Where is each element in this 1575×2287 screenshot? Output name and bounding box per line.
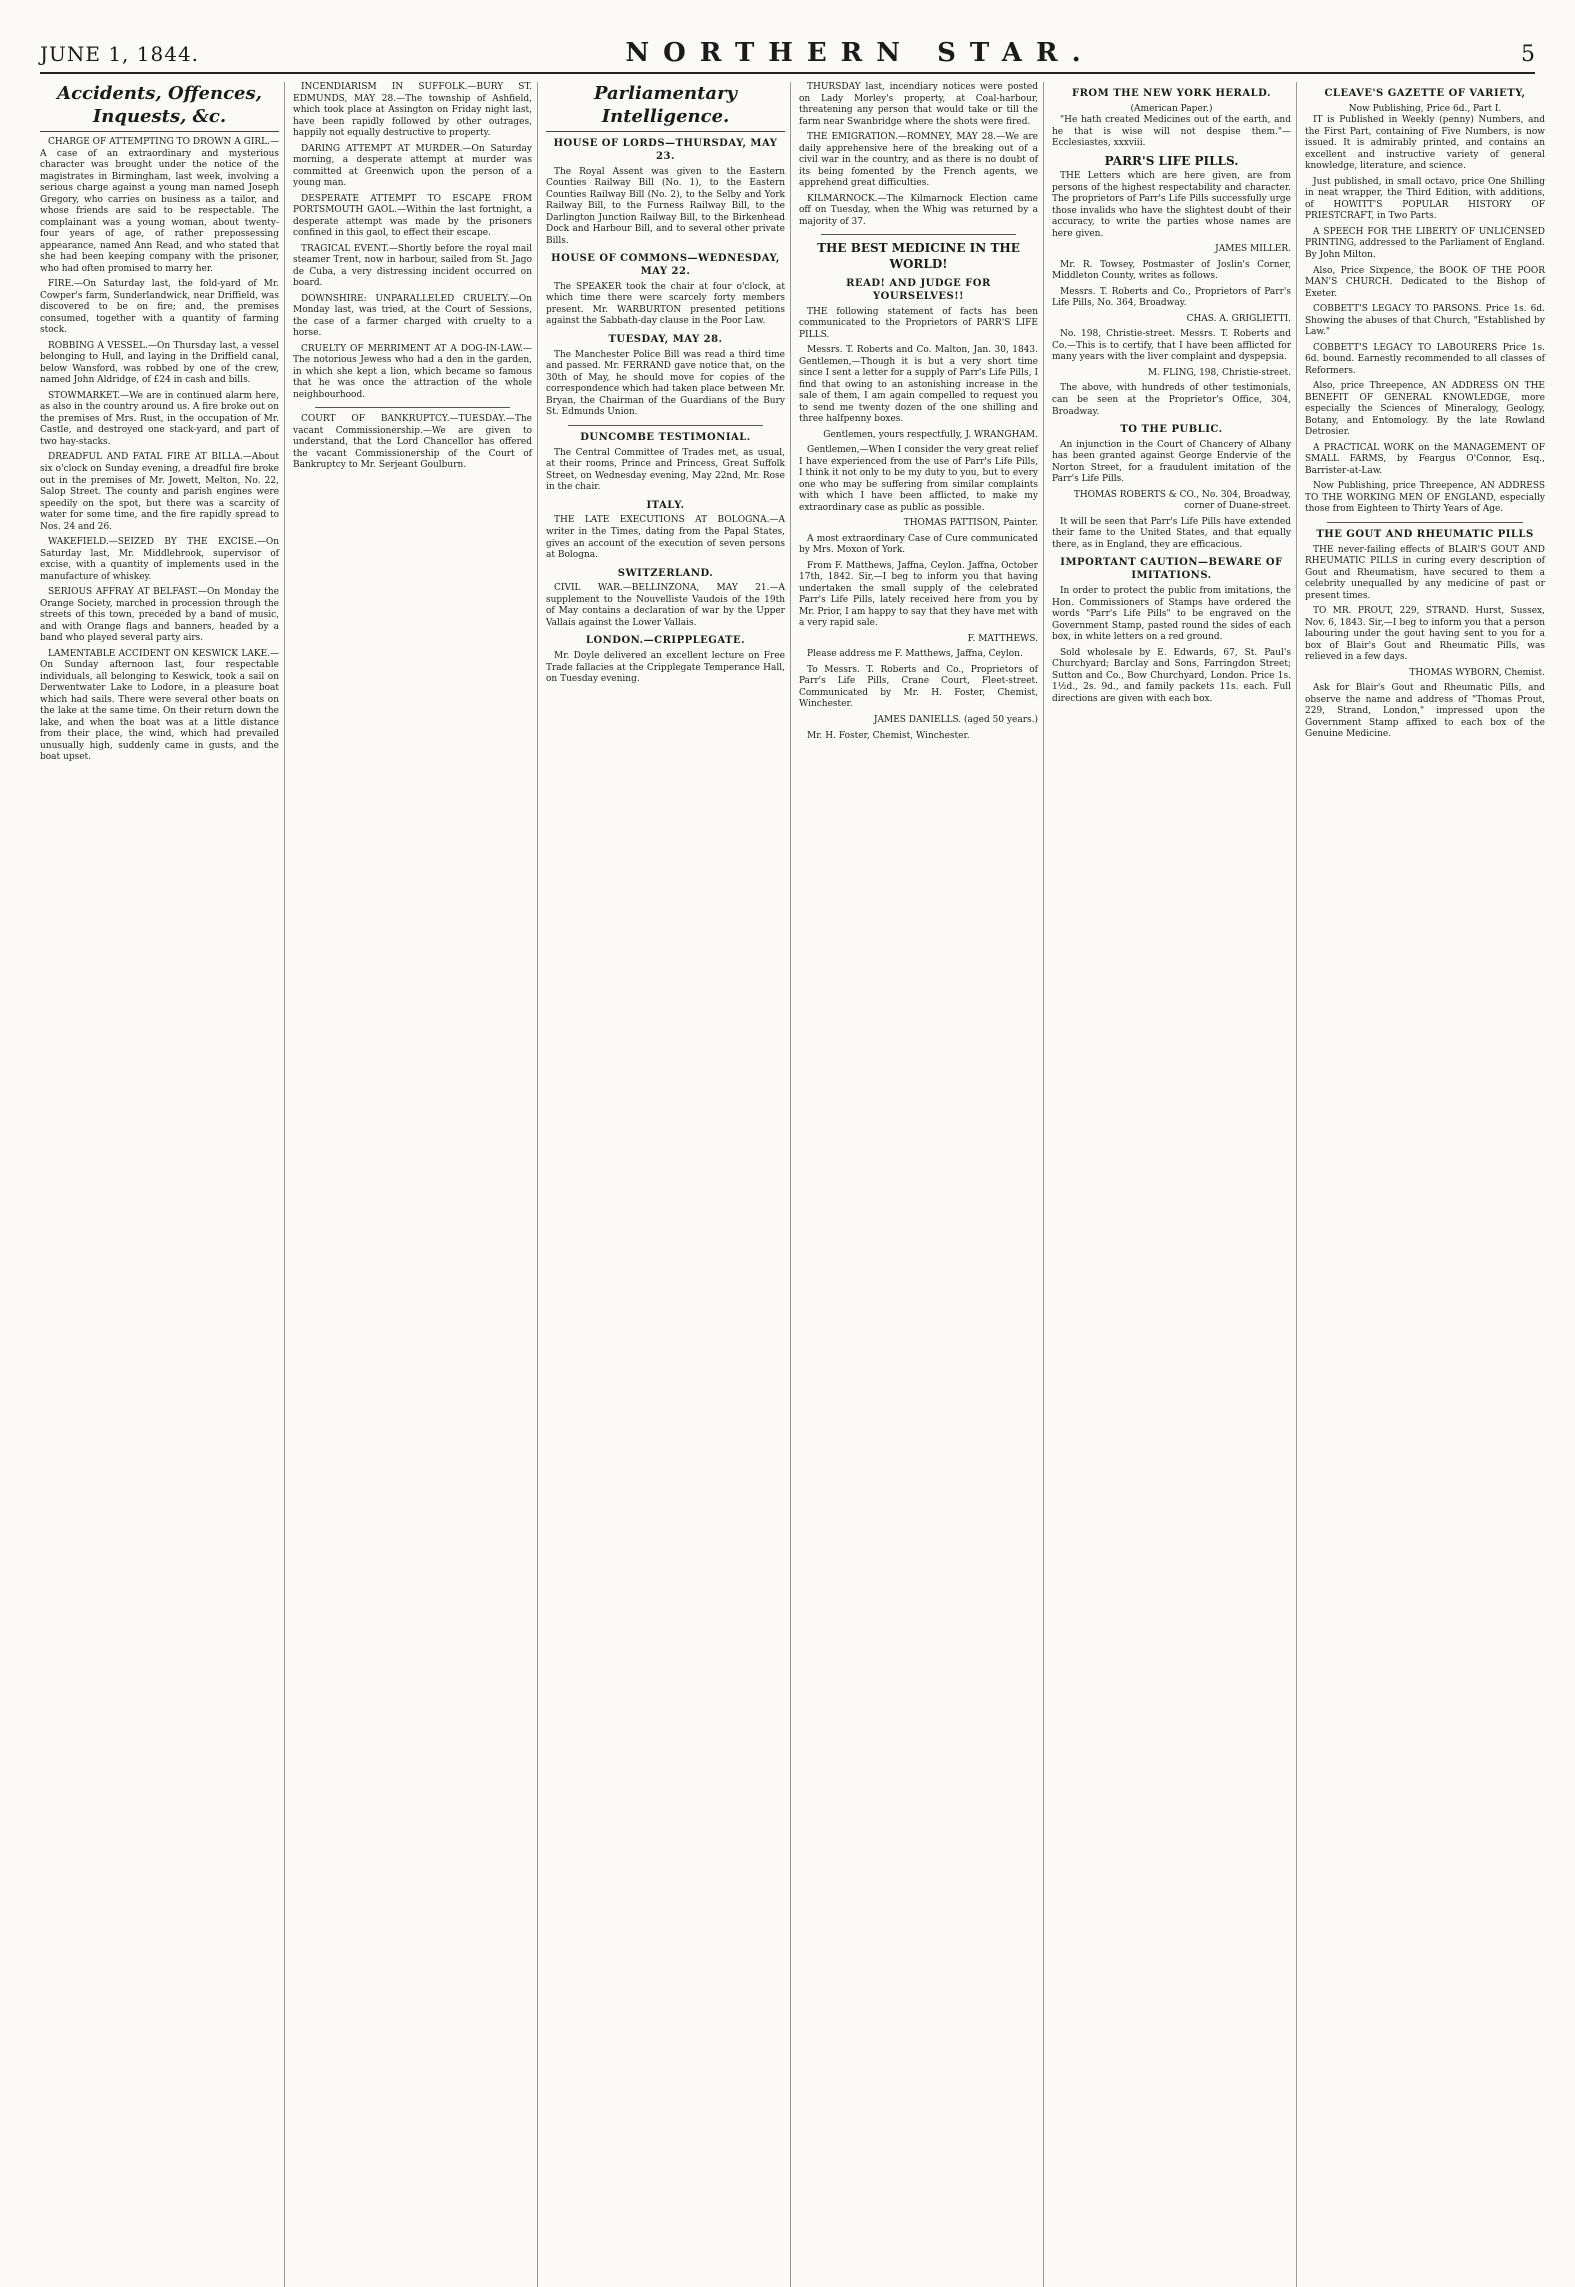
advert-heading: FROM THE NEW YORK HERALD. <box>1072 88 1271 99</box>
advert-subheading: READ! AND JUDGE FOR YOURSELVES!! <box>846 277 991 302</box>
subheading: HOUSE OF LORDS—THURSDAY, MAY 23. <box>553 138 778 162</box>
advert-title: PARR'S LIFE PILLS. <box>1104 153 1239 168</box>
column-2 <box>293 82 538 2287</box>
advert-text: Gentlemen,—When I consider the very great relief I have experienced from the use of Parr's Life Pills, I think it not only to be my duty to you, but to every one who may be suffering from similar complaints with which I have been afflicted, to make my extraordinary case as public as possible. <box>799 445 1038 513</box>
advert-subheading: (American Paper.) <box>1130 103 1213 114</box>
subheading: ITALY. <box>646 499 685 511</box>
signature: F. MATTHEWS. <box>967 633 1038 644</box>
article: SERIOUS AFFRAY AT BELFAST.—On Monday the Orange Society, marched in procession through the streets of this town, preceded by a band of music, and with Orange flags and banners, headed by a band who played several party airs. <box>40 587 279 644</box>
article: FIRE.—On Saturday last, the fold-yard of Mr. Cowper's farm, Sunderlandwick, near Driffield, was discovered to be on fire; and, the premises consumed, together with a quantity of farming stock. <box>40 279 279 336</box>
advert-text: Also, Price Sixpence, the BOOK OF THE POOR MAN'S CHURCH. Dedicated to the Bishop of Exeter. <box>1305 265 1545 299</box>
advert-text: Mr. R. Towsey, Postmaster of Joslin's Corner, Middleton County, writes as follows. <box>1052 259 1291 282</box>
signature: CHAS. A. GRIGLIETTI. <box>1186 313 1291 324</box>
issue-date: JUNE 1, 1844. <box>40 42 200 66</box>
article: THE LATE EXECUTIONS AT BOLOGNA.—A writer in the Times, dating from the Papal States, gives an account of the execution of seven persons at Bologna. <box>546 515 785 561</box>
subheading: TO THE PUBLIC. <box>1120 424 1223 436</box>
section-heading-accidents: Accidents, Offences, Inquests, &c. <box>40 82 279 132</box>
subheading: LONDON.—CRIPPLEGATE. <box>585 635 746 647</box>
advert-heading: THE BEST MEDICINE IN THE WORLD! <box>817 241 1020 271</box>
advert-text: THE Letters which are here given, are from persons of the highest respectability and character. The proprietors of Parr's Life Pills successfully urge those invalids who have the slightest doubt of their accuracy, to write the parties whose names are here given. <box>1052 171 1291 239</box>
advert-text: Ask for Blair's Gout and Rheumatic Pills, and observe the name and address of "Thomas Prout, 229, Strand, London," impressed upon the Government Stamp affixed to each box of the Genuine Medicine. <box>1305 683 1545 740</box>
advert-text: Messrs. T. Roberts and Co. Malton, Jan. 30, 1843. Gentlemen,—Though it is but a very short time since I sent a letter for a supply of Parr's Life Pills, I find that owing to an astonishing increase in the sale of them, I am again compelled to request you to send me twenty dozen of the one shilling and three halfpenny boxes. <box>799 345 1038 425</box>
advert-text: Please address me F. Matthews, Jaffna, Ceylon. <box>807 649 1023 660</box>
advert-text: An injunction in the Court of Chancery of Albany has been granted against George Endervie of the Norton Street, for a fraudulent imitation of the Parr's Life Pills. <box>1052 439 1291 485</box>
article: TRAGICAL EVENT.—Shortly before the royal mail steamer Trent, now in harbour, sailed from St. Jago de Cuba, a very distressing incident occurred on board. <box>293 243 532 289</box>
article: The Royal Assent was given to the Eastern Counties Railway Bill (No. 1), to the Eastern Counties Railway Bill (No. 2), to the Selby and York Railway Bill, to the Furness Railway Bill, to the Darlington Junction Railway Bill, to the Birkenhead Dock and Harbour Bill, and to several other private Bills. <box>546 166 785 246</box>
advert-text: A PRACTICAL WORK on the MANAGEMENT OF SMALL FARMS, by Feargus O'Connor, Esq., Barrister-at-Law. <box>1305 442 1545 476</box>
columns <box>40 82 1545 2287</box>
article: The SPEAKER took the chair at four o'clock, at which time there were scarcely forty members present. Mr. WARBURTON presented petitions against the Sabbath-day clause in the Poor Law. <box>546 281 785 327</box>
article: STOWMARKET.—We are in continued alarm here, as also in the country around us. A fire broke out on the premises of Mrs. Rust, in the occupation of Mr. Castle, and destroyed one stack-yard, and part of two hay-stacks. <box>40 390 279 447</box>
signature: THOMAS WYBORN, Chemist. <box>1409 667 1545 678</box>
advert-text: A SPEECH FOR THE LIBERTY OF UNLICENSED PRINTING, addressed to the Parliament of England. By John Milton. <box>1305 226 1545 260</box>
signature: M. FLING, 198, Christie-street. <box>1147 367 1291 378</box>
advert-text: COBBETT'S LEGACY TO PARSONS. Price 1s. 6d. Showing the abuses of that Church, "Established by Law." <box>1305 304 1545 338</box>
article: THURSDAY last, incendiary notices were posted on Lady Morley's property, at Coal-harbour, threatening any person that would take or till the farm near Swanbridge where the shots were fired. <box>799 82 1038 127</box>
column-1 <box>40 82 285 2287</box>
advert-text: In order to protect the public from imitations, the Hon. Commissioners of Stamps have ordered the words "Parr's Life Pills" to be engraved on the Government Stamp, pasted round the sides of each box, in white letters on a red ground. <box>1052 586 1291 643</box>
quote: "He hath created Medicines out of the earth, and he that is wise will not despise them."—Ecclesiastes, xxxviii. <box>1052 115 1291 149</box>
article: DREADFUL AND FATAL FIRE AT BILLA.—About six o'clock on Sunday evening, a dreadful fire broke out in the premises of Mr. Jowett, Melton, No. 22, Salop Street. The county and parish engines were speedily on the spot, but there was a scarcity of water for some time, and the fire rapidly spread to Nos. 24 and 26. <box>40 452 279 532</box>
subheading: HOUSE OF COMMONS—WEDNESDAY, MAY 22. <box>551 253 780 278</box>
divider <box>315 407 510 408</box>
advert-text: No. 198, Christie-street. Messrs. T. Roberts and Co.—This is to certify, that I have been afflicted for many years with the liver complaint and dyspepsia. <box>1052 329 1291 363</box>
article: CHARGE OF ATTEMPTING TO DROWN A GIRL.—A case of an extraordinary and mysterious character was brought under the notice of the magistrates in Birmingham, last week, involving a serious charge against a young man named Joseph Gregory, who carries on business as a tailor, and whose friends are said to be respectable. The complainant was a young woman, about twenty-four years of age, of rather prepossessing appearance, named Ann Read, and who stated that she had been keeping company with the prisoner, who had often promised to marry her. <box>40 137 279 274</box>
article: THE EMIGRATION.—ROMNEY, MAY 28.—We are daily apprehensive here of the breaking out of a civil war in the country, and as there is no doubt of its being fomented by the French agents, we apprehend great difficulties. <box>799 132 1038 189</box>
advert-text: Also, price Threepence, AN ADDRESS ON THE BENEFIT OF GENERAL KNOWLEDGE, more especially the Sciences of Mineralogy, Geology, Botany, and Entomology. By the late Rowland Detrosier. <box>1305 381 1545 438</box>
article: COURT OF BANKRUPTCY.—TUESDAY.—The vacant Commissionership.—We are given to understand, that the Lord Chancellor has offered the vacant Commissionership of the Court of Bankruptcy to Mr. Serjeant Goulburn. <box>293 414 532 471</box>
advert-text: Sold wholesale by E. Edwards, 67, St. Paul's Churchyard; Barclay and Sons, Farringdon Street; Sutton and Co., Bow Churchyard, London. Price 1s. 1½d., 2s. 9d., and family packets 11s. each. Full directions are given with each box. <box>1052 647 1291 704</box>
masthead <box>40 38 1535 74</box>
newspaper-title: NORTHERN STAR. <box>625 38 1095 68</box>
advert-text: From F. Matthews, Jaffna, Ceylon. Jaffna, October 17th, 1842. Sir,—I beg to inform you that having undertaken the small supply of the celebrated Parr's Life Pills, lately received here from you by Mr. Prior, I am happy to say that they have met with a very rapid sale. <box>799 560 1038 629</box>
column-5 <box>1052 82 1297 2287</box>
advert-heading: CLEAVE'S GAZETTE OF VARIETY, <box>1324 88 1526 99</box>
advert-text: Messrs. T. Roberts and Co., Proprietors of Parr's Life Pills, No. 364, Broadway. <box>1052 286 1291 309</box>
article: KILMARNOCK.—The Kilmarnock Election came off on Tuesday, when the Whig was returned by a majority of 37. <box>799 193 1038 227</box>
divider <box>568 425 763 426</box>
article: INCENDIARISM IN SUFFOLK.—BURY ST. EDMUNDS, MAY 28.—The township of Ashfield, which took place at Assington on Friday night last, have been rapidly followed by other outrages, happily not equally destructive to property. <box>293 82 532 139</box>
divider <box>821 234 1016 235</box>
section-heading-parliament: Parliamentary Intelligence. <box>546 82 785 132</box>
signature: THOMAS PATTISON, Painter. <box>903 518 1038 529</box>
column-4 <box>799 82 1044 2287</box>
advert-text: COBBETT'S LEGACY TO LABOURERS Price 1s. 6d. bound. Earnestly recommended to all classes of Reformers. <box>1305 342 1545 376</box>
column-3 <box>546 82 791 2287</box>
divider <box>1327 522 1523 523</box>
article: DARING ATTEMPT AT MURDER.—On Saturday morning, a desperate attempt at murder was committed at Greenwich upon the person of a young man. <box>293 143 532 189</box>
advert-text: It will be seen that Parr's Life Pills have extended their fame to the United States, and that equally there, as in England, they are efficacious. <box>1052 516 1291 550</box>
signature: Gentlemen, yours respectfully, J. WRANGHAM. <box>823 429 1038 440</box>
advert-text: The above, with hundreds of other testimonials, can be seen at the Proprietor's Office, 304, Broadway. <box>1052 383 1291 417</box>
subheading: SWITZERLAND. <box>617 567 714 579</box>
subheading: TUESDAY, MAY 28. <box>608 333 723 345</box>
advert-subheading: Now Publishing, Price 6d., Part I. <box>1348 103 1502 114</box>
advert-text: Just published, in small octavo, price One Shilling in neat wrapper, the Third Edition, with additions, of HOWITT'S POPULAR HISTORY OF PRIESTCRAFT, in Two Parts. <box>1305 176 1545 222</box>
article: LAMENTABLE ACCIDENT ON KESWICK LAKE.—On Sunday afternoon last, four respectable individuals, all belonging to Keswick, took a sail on Derwentwater Lake to Lodore, in a pleasure boat which had sails. There were several other boats on the lake at the same time. On their return down the lake, and when the boat was at a little distance from their place, the wind, which had prevailed unusually high, suddenly came in gusts, and the boat upset. <box>40 648 279 763</box>
signature: JAMES DANIELLS. (aged 50 years.) <box>873 715 1038 725</box>
advert-text: Mr. H. Foster, Chemist, Winchester. <box>807 730 970 741</box>
subheading: THE GOUT AND RHEUMATIC PILLS <box>1316 528 1534 540</box>
column-6 <box>1305 82 1550 2287</box>
article: The Manchester Police Bill was read a third time and passed. Mr. FERRAND gave notice that, on the 30th of May, he should move for copies of the correspondence which had taken place between Mr. Bryan, the Chairman of the Guardians of the Bury St. Edmunds Union. <box>546 349 785 418</box>
subheading: IMPORTANT CAUTION—BEWARE OF IMITATIONS. <box>1060 557 1283 582</box>
advert-text: Now Publishing, price Threepence, AN ADDRESS TO THE WORKING MEN OF ENGLAND, especially those from Eighteen to Thirty Years of Age. <box>1305 481 1545 515</box>
article: DESPERATE ATTEMPT TO ESCAPE FROM PORTSMOUTH GAOL.—Within the last fortnight, a desperate attempt was made by the prisoners confined in this gaol, to effect their escape. <box>293 193 532 239</box>
signature: THOMAS ROBERTS & CO., No. 304, Broadway, corner of Duane-street. <box>1073 489 1291 512</box>
subheading: DUNCOMBE TESTIMONIAL. <box>580 431 751 443</box>
advert-text: IT is Published in Weekly (penny) Numbers, and the First Part, containing of Five Numbers, is now issued. It is admirably printed, and contains an excellent and instructive variety of general knowledge, literature, and science. <box>1305 115 1545 172</box>
article: Mr. Doyle delivered an excellent lecture on Free Trade fallacies at the Cripplegate Temperance Hall, on Tuesday evening. <box>546 651 785 685</box>
signature: JAMES MILLER. <box>1215 244 1291 255</box>
advert-text: To Messrs. T. Roberts and Co., Proprietors of Parr's Life Pills, Crane Court, Fleet-street. Communicated by Mr. H. Foster, Chemist, Winchester. <box>799 664 1038 710</box>
advert-text: THE never-failing effects of BLAIR'S GOUT AND RHEUMATIC PILLS in curing every description of Gout and Rheumatism, have secured to them a celebrity unequalled by any medicine of past or present times. <box>1305 544 1545 601</box>
page-number: 5 <box>1520 42 1535 67</box>
article: DOWNSHIRE: UNPARALLELED CRUELTY.—On Monday last, was tried, at the Court of Sessions, the case of a farmer charged with cruelty to a horse. <box>293 293 532 339</box>
article: ROBBING A VESSEL.—On Thursday last, a vessel belonging to Hull, and laying in the Driffield canal, below Wansford, was robbed by one of the crew, named John Aldridge, of £24 in cash and bills. <box>40 340 279 386</box>
article: CIVIL WAR.—BELLINZONA, MAY 21.—A supplement to the Nouvelliste Vaudois of the 19th of May contains a declaration of war by the Upper Vallais against the Lower Vallais. <box>546 583 785 628</box>
article: The Central Committee of Trades met, as usual, at their rooms, Prince and Princess, Great Suffolk Street, on Wednesday evening, May 22nd, Mr. Rose in the chair. <box>546 447 785 493</box>
advert-text: TO MR. PROUT, 229, STRAND. Hurst, Sussex, Nov. 6, 1843. Sir,—I beg to inform you that a person labouring under the gout having sent to you for a box of Blair's Gout and Rheumatic Pills, was relieved in a few days. <box>1305 606 1545 663</box>
article: CRUELTY OF MERRIMENT AT A DOG-IN-LAW.—The notorious Jewess who had a den in the garden, in which she kept a lion, which became so famous that he was once the attraction of the whole neighbourhood. <box>293 343 532 400</box>
article: WAKEFIELD.—SEIZED BY THE EXCISE.—On Saturday last, Mr. Middlebrook, supervisor of excise, with a quantity of implements used in the manufacture of whiskey. <box>40 537 279 582</box>
advert-text: THE following statement of facts has been communicated to the Proprietors of PARR'S LIFE PILLS. <box>799 306 1038 340</box>
advert-text: A most extraordinary Case of Cure communicated by Mrs. Moxon of York. <box>799 533 1038 556</box>
